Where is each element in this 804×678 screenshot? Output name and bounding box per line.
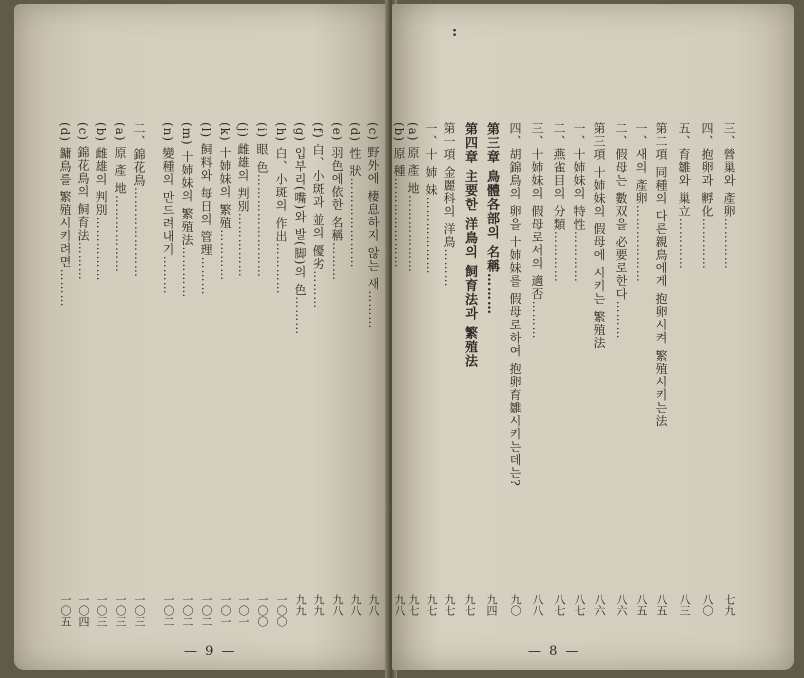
toc-entry-page: 一〇三 bbox=[95, 594, 108, 627]
toc-entry-page: 九七 bbox=[443, 594, 456, 616]
toc-entry bbox=[366, 4, 380, 624]
toc-entry bbox=[654, 4, 668, 624]
toc-entry-page: 一〇〇 bbox=[256, 594, 269, 627]
toc-entry-title: (g) 입부리(嘴)와 발(脚)의 色……… bbox=[293, 122, 307, 336]
toc-entry-page: 九八 bbox=[393, 594, 406, 616]
toc-entry-title: 第二項 同種의 다른親鳥에게 抱卵시켜 繁殖시키는法 bbox=[654, 122, 668, 428]
left-page-number: — 9 — bbox=[184, 644, 237, 659]
right-page-number: — 8 — bbox=[528, 644, 581, 659]
toc-entry-page: 一〇四 bbox=[77, 594, 90, 627]
toc-entry-title: 第四章 主要한 洋鳥의 飼育法과 繁殖法 bbox=[462, 122, 477, 369]
toc-entry-page: 一〇二 bbox=[200, 594, 213, 627]
toc-entry-title: 三、營巢와 產卵………… bbox=[722, 122, 736, 270]
toc-entry-title: 一、十 姉 妹……………… bbox=[424, 122, 438, 275]
toc-entry-title: 第三章 鳥體各部의 名稱……… bbox=[484, 122, 499, 316]
toc-entry-title: (c) 野外에 棲息하지 않는 새……… bbox=[366, 122, 380, 330]
toc-entry-page: 八〇 bbox=[701, 594, 714, 616]
toc-entry-page: 九八 bbox=[331, 594, 344, 616]
toc-entry-title: (n) 變種의 만드려내기……… bbox=[161, 122, 175, 295]
toc-entry-page: 八六 bbox=[615, 594, 628, 616]
toc-entry bbox=[700, 4, 714, 624]
toc-entry-page: 九七 bbox=[407, 594, 420, 616]
toc-entry bbox=[572, 4, 586, 624]
toc-entry bbox=[614, 4, 628, 624]
toc-entry bbox=[274, 4, 288, 627]
toc-entry-title: (d) 性 狀………………… bbox=[348, 122, 362, 269]
toc-entry-page: 一〇一 bbox=[237, 594, 250, 627]
toc-entry bbox=[722, 4, 736, 624]
toc-entry bbox=[592, 4, 606, 624]
toc-entry bbox=[161, 4, 175, 627]
toc-entry-title: 第一項 金麗科의 洋鳥……… bbox=[442, 122, 456, 288]
toc-entry-title: 二、錦花鳥………………… bbox=[132, 122, 146, 278]
left-page bbox=[14, 4, 388, 670]
toc-entry-title: 第三項 十姉妹의 假母에 시키는 繁殖法 bbox=[592, 122, 606, 350]
toc-entry bbox=[218, 4, 232, 627]
ink-mark: : bbox=[452, 24, 458, 40]
toc-entry-title: 一、새의 產卵……………… bbox=[634, 122, 648, 283]
toc-entry bbox=[236, 4, 250, 627]
toc-entry bbox=[406, 4, 420, 624]
toc-entry-title: 四、抱卵과 孵化………… bbox=[700, 122, 714, 270]
toc-entry-title: 五、育雛와 巢立………… bbox=[677, 122, 691, 270]
toc-entry-page: 九〇 bbox=[509, 594, 522, 616]
toc-entry-page: 八三 bbox=[678, 594, 691, 616]
toc-entry bbox=[113, 4, 127, 627]
toc-entry bbox=[634, 4, 648, 624]
toc-entry-page: 一〇〇 bbox=[275, 594, 288, 627]
toc-entry bbox=[180, 4, 194, 627]
toc-entry-title: 四、胡錦鳥의 卵을 十姉妹를 假母로하여 抱卵育雛시키는데는? bbox=[508, 122, 522, 487]
toc-entry-title: 二、假母는 數双을 必要로한다……… bbox=[614, 122, 628, 340]
toc-entry-page: 一〇二 bbox=[162, 594, 175, 627]
toc-entry-page: 一〇三 bbox=[114, 594, 127, 627]
toc-entry bbox=[255, 4, 269, 627]
toc-entry-page: 九九 bbox=[312, 594, 325, 616]
toc-entry bbox=[293, 4, 307, 624]
toc-entry-title: 二、燕雀目의 分類………… bbox=[552, 122, 566, 283]
right-page bbox=[392, 4, 794, 670]
toc-entry-page: 八七 bbox=[553, 594, 566, 616]
toc-entry bbox=[484, 4, 498, 624]
toc-entry bbox=[677, 4, 691, 624]
toc-entry-title: (d) 鏞鳥를 繁殖시키려면……… bbox=[58, 122, 72, 308]
toc-entry-title: 三、十姉妹의 假母로서의 適否……… bbox=[530, 122, 544, 340]
toc-entry-page: 九八 bbox=[367, 594, 380, 616]
toc-entry-page: 八五 bbox=[635, 594, 648, 616]
toc-entry bbox=[392, 4, 406, 624]
toc-entry-title: 一、十姉妹의 特性………… bbox=[572, 122, 586, 283]
toc-entry-page: 一〇三 bbox=[133, 594, 146, 627]
toc-entry-title: (a) 原 產 地……………… bbox=[406, 122, 420, 273]
toc-entry-title: (f) 白、小斑과 並의 優劣……… bbox=[311, 122, 325, 310]
toc-entry-page: 九七 bbox=[425, 594, 438, 616]
toc-entry bbox=[348, 4, 362, 624]
toc-entry-title: (j) 雌雄의 判別…………… bbox=[236, 122, 250, 278]
toc-entry-title: (b) 雌雄의 判別…………… bbox=[94, 122, 108, 282]
toc-entry bbox=[508, 4, 522, 624]
toc-entry bbox=[462, 4, 476, 624]
toc-entry-page: 九七 bbox=[463, 594, 476, 616]
toc-entry bbox=[58, 4, 72, 627]
toc-entry bbox=[552, 4, 566, 624]
toc-entry-page: 一〇二 bbox=[181, 594, 194, 627]
toc-entry bbox=[424, 4, 438, 624]
toc-entry-title: (e) 羽色에依한 名稱……… bbox=[330, 122, 344, 282]
toc-entry bbox=[442, 4, 456, 624]
toc-entry-page: 九九 bbox=[294, 594, 307, 616]
toc-entry bbox=[530, 4, 544, 624]
toc-entry-title: (c) 錦花鳥의 飼育法……… bbox=[76, 122, 90, 281]
toc-entry-title: (m) 十姉妹의 繁殖法………… bbox=[180, 122, 194, 299]
toc-entry bbox=[199, 4, 213, 627]
toc-entry bbox=[94, 4, 108, 627]
toc-entry-page: 七九 bbox=[723, 594, 736, 616]
toc-entry-page: 九八 bbox=[349, 594, 362, 616]
toc-entry-page: 九四 bbox=[485, 594, 498, 616]
toc-entry-title: (i) 眼 色…………………… bbox=[255, 122, 269, 278]
toc-entry-title: (h) 白、小斑의 作出………… bbox=[274, 122, 288, 295]
toc-entry-page: 一〇一 bbox=[219, 594, 232, 627]
toc-entry bbox=[132, 4, 146, 627]
toc-entry-title: (a) 原 產 地……………… bbox=[113, 122, 127, 273]
toc-entry-page: 一〇五 bbox=[59, 594, 72, 627]
toc-entry-title: (k) 十姉妹의 繁殖………… bbox=[218, 122, 232, 282]
toc-entry bbox=[311, 4, 325, 624]
toc-entry-page: 八六 bbox=[593, 594, 606, 616]
toc-entry-title: (b) 原 種………………… bbox=[392, 122, 406, 269]
toc-entry-page: 八八 bbox=[531, 594, 544, 616]
toc-entry bbox=[76, 4, 90, 627]
toc-entry-page: 八五 bbox=[655, 594, 668, 616]
toc-entry bbox=[330, 4, 344, 624]
toc-entry-title: (l) 飼料와 每日의 管理……… bbox=[199, 122, 213, 296]
toc-entry-page: 八七 bbox=[573, 594, 586, 616]
